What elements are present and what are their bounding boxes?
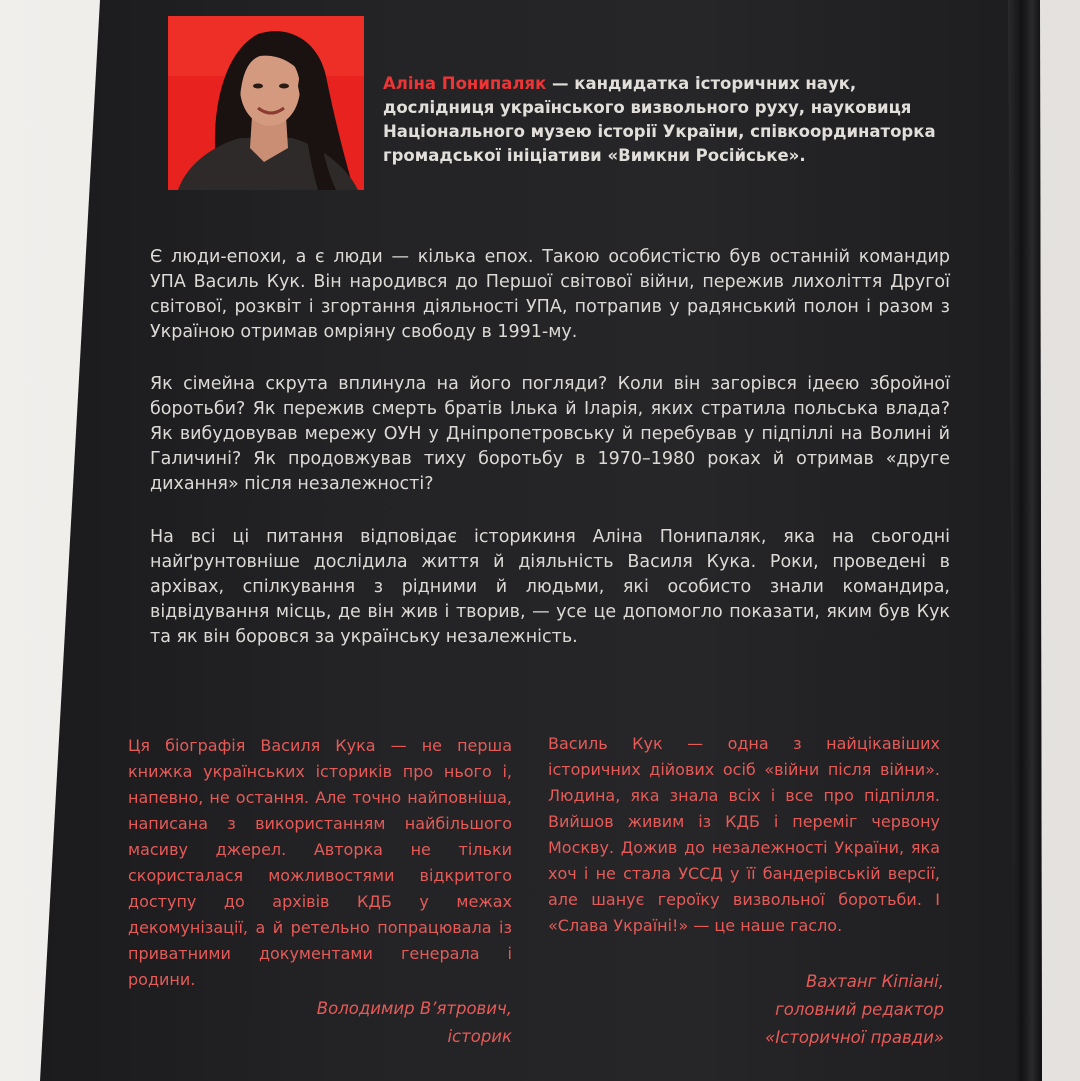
- author-name: Аліна Понипаляк: [383, 74, 547, 93]
- review-author: Володимир В’ятрович,: [316, 999, 512, 1018]
- description-paragraph: Є люди-епохи, а є люди — кілька епох. Такою особистістю був останній командир УПА Василь Кук. Він народився до Першої світової війни, пережив лихоліття Другої світової, розквіт і згортання діяльності УПА, потрапив у радянський полон і разом з Україною отримав омріяну свободу в 1991-му.: [150, 247, 950, 342]
- review-author: Вахтанг Кіпіані,: [805, 972, 944, 991]
- review-author-publication: «Історичної правди»: [765, 1028, 944, 1047]
- book-edge: [1008, 0, 1042, 1081]
- author-portrait: [168, 16, 364, 190]
- description-paragraph: На всі ці питання відповідає історикиня Аліна Понипаляк, яка на сьогодні найґрунтовніше дослідила життя й діяльність Василя Кука. Роки, проведені в архівах, спілкування з рідними й людьми, які особисто знали командира, відвідування місць, де він жив і творив, — усе це допомогло показати, яким був Кук та як він боровся за українську незалежність.: [150, 527, 950, 647]
- review-author-role: головний редактор: [775, 1000, 944, 1019]
- review-author-role: історик: [447, 1027, 512, 1046]
- author-bio: [383, 72, 943, 168]
- description-paragraph: Як сімейна скрута вплинула на його погляди? Коли він загорівся ідеєю збройної боротьби? Як пережив смерть братів Ілька й Іларія, яких стратила польська влада? Як вибудовував мережу ОУН у Дніпропетровську й перебував у підпіллі на Волині й Галичині? Як продовжував тиху боротьбу в 1970–1980 роках й отримав «друге дихання» після незалежності?: [150, 374, 950, 494]
- review-quote: Василь Кук — одна з найцікавіших історичних дійових осіб «війни після війни». Людина, яка знала всіх і все про підпілля. Вийшов живим із КДБ і переміг червону Москву. Дожив до незалежності України, яка хоч і не стала УССД у її бандерівській версії, але шанує героїку визвольної боротьби. І «Слава Україні!» — це наше гасло.: [548, 734, 940, 935]
- review-quote: Ця біографія Василя Кука — не перша книжка українських істориків про нього і, напевно, не остання. Але точно найповніша, написана з використанням найбільшого масиву джерел. Авторка не тільки скористалася можливостями відкритого доступу до архівів КДБ у межах декомунізації, а й ретельно попрацювала із приватними документами генерала і родини.: [128, 736, 512, 989]
- author-bio-text: — кандидатка історичних наук, дослідниця українського визвольного руху, науковиця Національного музею історії України, співкоординаторка громадської ініціативи «Вимкни Російське».: [383, 74, 936, 165]
- review-attribution: [620, 968, 944, 1052]
- author-photo: [168, 16, 364, 190]
- review-attribution: [200, 995, 512, 1051]
